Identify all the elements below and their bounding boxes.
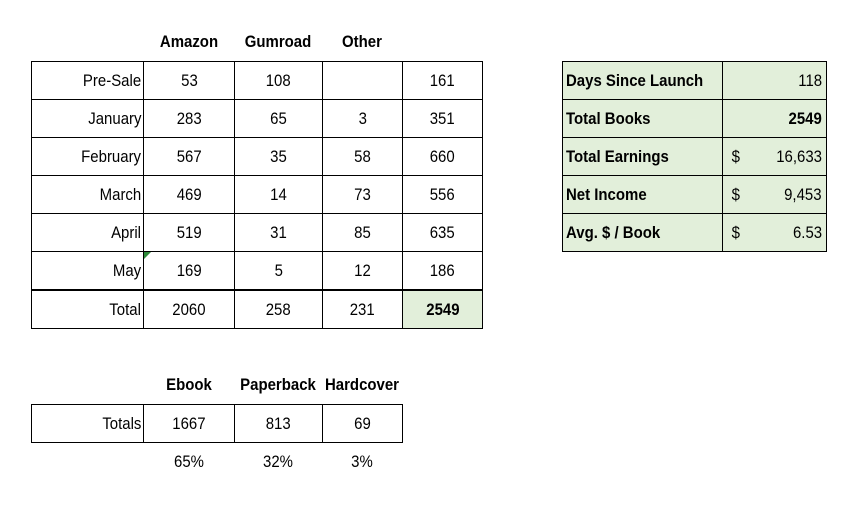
stat-label-cell[interactable] bbox=[563, 176, 723, 214]
stats-table bbox=[562, 61, 827, 252]
cell-value: 1667 bbox=[172, 414, 206, 433]
cell-value: 186 bbox=[430, 261, 455, 280]
gumroad-total-cell[interactable] bbox=[235, 290, 323, 329]
row-label-cell[interactable] bbox=[32, 405, 144, 443]
col-header-other: Other bbox=[342, 32, 382, 51]
cell-value: 2060 bbox=[172, 300, 206, 319]
gumroad-cell[interactable] bbox=[235, 100, 323, 138]
amazon-cell[interactable] bbox=[144, 252, 235, 291]
row-total-cell[interactable] bbox=[403, 62, 483, 100]
cell-value: 12 bbox=[354, 261, 371, 280]
cell-value: 85 bbox=[354, 223, 371, 242]
table-row bbox=[32, 100, 483, 138]
stat-label: Net Income bbox=[566, 185, 647, 204]
cell-value: 5 bbox=[274, 261, 283, 280]
cell-value: 58 bbox=[354, 147, 371, 166]
cell-value: 813 bbox=[266, 414, 291, 433]
other-cell[interactable] bbox=[323, 214, 403, 252]
cell-value: 660 bbox=[430, 147, 455, 166]
row-label-cell[interactable] bbox=[32, 290, 144, 329]
cell-value: 351 bbox=[430, 109, 455, 128]
col-header-gumroad: Gumroad bbox=[244, 32, 312, 51]
amazon-cell[interactable] bbox=[144, 100, 235, 138]
row-label: May bbox=[112, 261, 141, 280]
row-label-cell[interactable] bbox=[32, 100, 144, 138]
row-label-cell[interactable] bbox=[32, 214, 144, 252]
amazon-cell[interactable] bbox=[144, 176, 235, 214]
hardcover-percent[interactable]: 3% bbox=[351, 452, 373, 471]
currency-symbol: $ bbox=[731, 185, 740, 204]
currency-symbol: $ bbox=[731, 223, 740, 242]
table-row bbox=[32, 214, 483, 252]
row-label: Total bbox=[109, 300, 141, 319]
paperback-cell[interactable] bbox=[235, 405, 323, 443]
stat-value: 16,633 bbox=[776, 147, 822, 166]
row-label: April bbox=[111, 223, 141, 242]
cell-value: 519 bbox=[176, 223, 202, 242]
currency-symbol: $ bbox=[731, 147, 740, 166]
stat-row bbox=[563, 100, 827, 138]
stat-value-cell[interactable] bbox=[722, 214, 826, 252]
cell-value: 53 bbox=[180, 71, 198, 90]
row-label-cell[interactable] bbox=[32, 62, 144, 100]
table-row bbox=[32, 405, 403, 443]
cell-value: 2549 bbox=[425, 300, 460, 319]
gumroad-cell[interactable] bbox=[235, 214, 323, 252]
stat-row bbox=[563, 138, 827, 176]
cell-value: 635 bbox=[430, 223, 455, 242]
cell-value: 14 bbox=[270, 185, 287, 204]
cell-value: 161 bbox=[430, 71, 455, 90]
col-header-hardcover: Hardcover bbox=[324, 375, 400, 394]
gumroad-cell[interactable] bbox=[235, 252, 323, 291]
table-row bbox=[32, 62, 483, 100]
amazon-cell[interactable] bbox=[144, 138, 235, 176]
row-label: March bbox=[99, 185, 141, 204]
cell-value: 65 bbox=[270, 109, 287, 128]
stat-label: Total Books bbox=[566, 109, 651, 128]
col-header-amazon: Amazon bbox=[159, 32, 219, 51]
other-cell[interactable] bbox=[323, 62, 403, 100]
row-label: February bbox=[81, 147, 141, 166]
row-label: January bbox=[87, 109, 141, 128]
gumroad-cell[interactable] bbox=[235, 138, 323, 176]
cell-value: 469 bbox=[176, 185, 202, 204]
row-total-cell[interactable] bbox=[403, 252, 483, 291]
stat-label: Total Earnings bbox=[566, 147, 669, 166]
row-label: Totals bbox=[101, 414, 141, 433]
stat-label-cell[interactable] bbox=[563, 100, 723, 138]
cell-value: 73 bbox=[354, 185, 371, 204]
comment-indicator-icon[interactable] bbox=[144, 252, 151, 259]
table-row bbox=[32, 138, 483, 176]
cell-value: 69 bbox=[354, 414, 371, 433]
grand-total-cell[interactable] bbox=[403, 290, 483, 329]
cell-value: 556 bbox=[430, 185, 455, 204]
stat-value: 118 bbox=[798, 71, 822, 90]
cell-value: 31 bbox=[270, 223, 287, 242]
cell-value: 258 bbox=[266, 300, 291, 319]
stat-row bbox=[563, 214, 827, 252]
cell-value: 108 bbox=[266, 71, 291, 90]
format-table bbox=[31, 404, 403, 443]
other-total-cell[interactable] bbox=[323, 290, 403, 329]
stat-value-cell[interactable] bbox=[722, 176, 826, 214]
stat-value-cell[interactable] bbox=[722, 138, 826, 176]
stat-label-cell[interactable] bbox=[563, 138, 723, 176]
table-row bbox=[32, 252, 483, 291]
hardcover-cell[interactable] bbox=[323, 405, 403, 443]
row-label-cell[interactable] bbox=[32, 138, 144, 176]
total-row bbox=[32, 290, 483, 329]
amazon-total-cell[interactable] bbox=[144, 290, 235, 329]
cell-value: 283 bbox=[176, 109, 202, 128]
stat-label: Avg. $ / Book bbox=[566, 223, 661, 242]
cell-value: 169 bbox=[176, 261, 202, 280]
stat-value-cell[interactable] bbox=[722, 62, 826, 100]
stat-label-cell[interactable] bbox=[563, 214, 723, 252]
stat-label: Days Since Launch bbox=[566, 71, 704, 90]
col-header-ebook: Ebook bbox=[166, 375, 212, 394]
cell-value: 35 bbox=[270, 147, 287, 166]
stat-value: 2549 bbox=[788, 109, 822, 128]
row-label-cell[interactable] bbox=[32, 252, 144, 291]
gumroad-cell[interactable] bbox=[235, 62, 323, 100]
row-label: Pre-Sale bbox=[82, 71, 141, 90]
col-header-paperback: Paperback bbox=[240, 375, 316, 394]
amazon-cell[interactable] bbox=[144, 214, 235, 252]
stat-value: 6.53 bbox=[792, 223, 822, 242]
row-label-cell[interactable] bbox=[32, 176, 144, 214]
ebook-cell[interactable] bbox=[144, 405, 235, 443]
stat-value: 9,453 bbox=[784, 185, 822, 204]
cell-value: 567 bbox=[176, 147, 202, 166]
sales-table bbox=[31, 61, 483, 329]
row-total-cell[interactable] bbox=[403, 138, 483, 176]
amazon-cell[interactable] bbox=[144, 62, 235, 100]
stat-value-cell[interactable] bbox=[722, 100, 826, 138]
stat-row bbox=[563, 176, 827, 214]
other-cell[interactable] bbox=[323, 100, 403, 138]
stat-label-cell[interactable] bbox=[563, 62, 723, 100]
cell-value: 3 bbox=[358, 109, 367, 128]
other-cell[interactable] bbox=[323, 138, 403, 176]
paperback-percent[interactable]: 32% bbox=[263, 452, 293, 471]
cell-value: 231 bbox=[350, 300, 375, 319]
other-cell[interactable] bbox=[323, 176, 403, 214]
row-total-cell[interactable] bbox=[403, 214, 483, 252]
table-row bbox=[32, 176, 483, 214]
row-total-cell[interactable] bbox=[403, 176, 483, 214]
gumroad-cell[interactable] bbox=[235, 176, 323, 214]
row-total-cell[interactable] bbox=[403, 100, 483, 138]
ebook-percent[interactable]: 65% bbox=[174, 452, 204, 471]
stat-row bbox=[563, 62, 827, 100]
other-cell[interactable] bbox=[323, 252, 403, 291]
